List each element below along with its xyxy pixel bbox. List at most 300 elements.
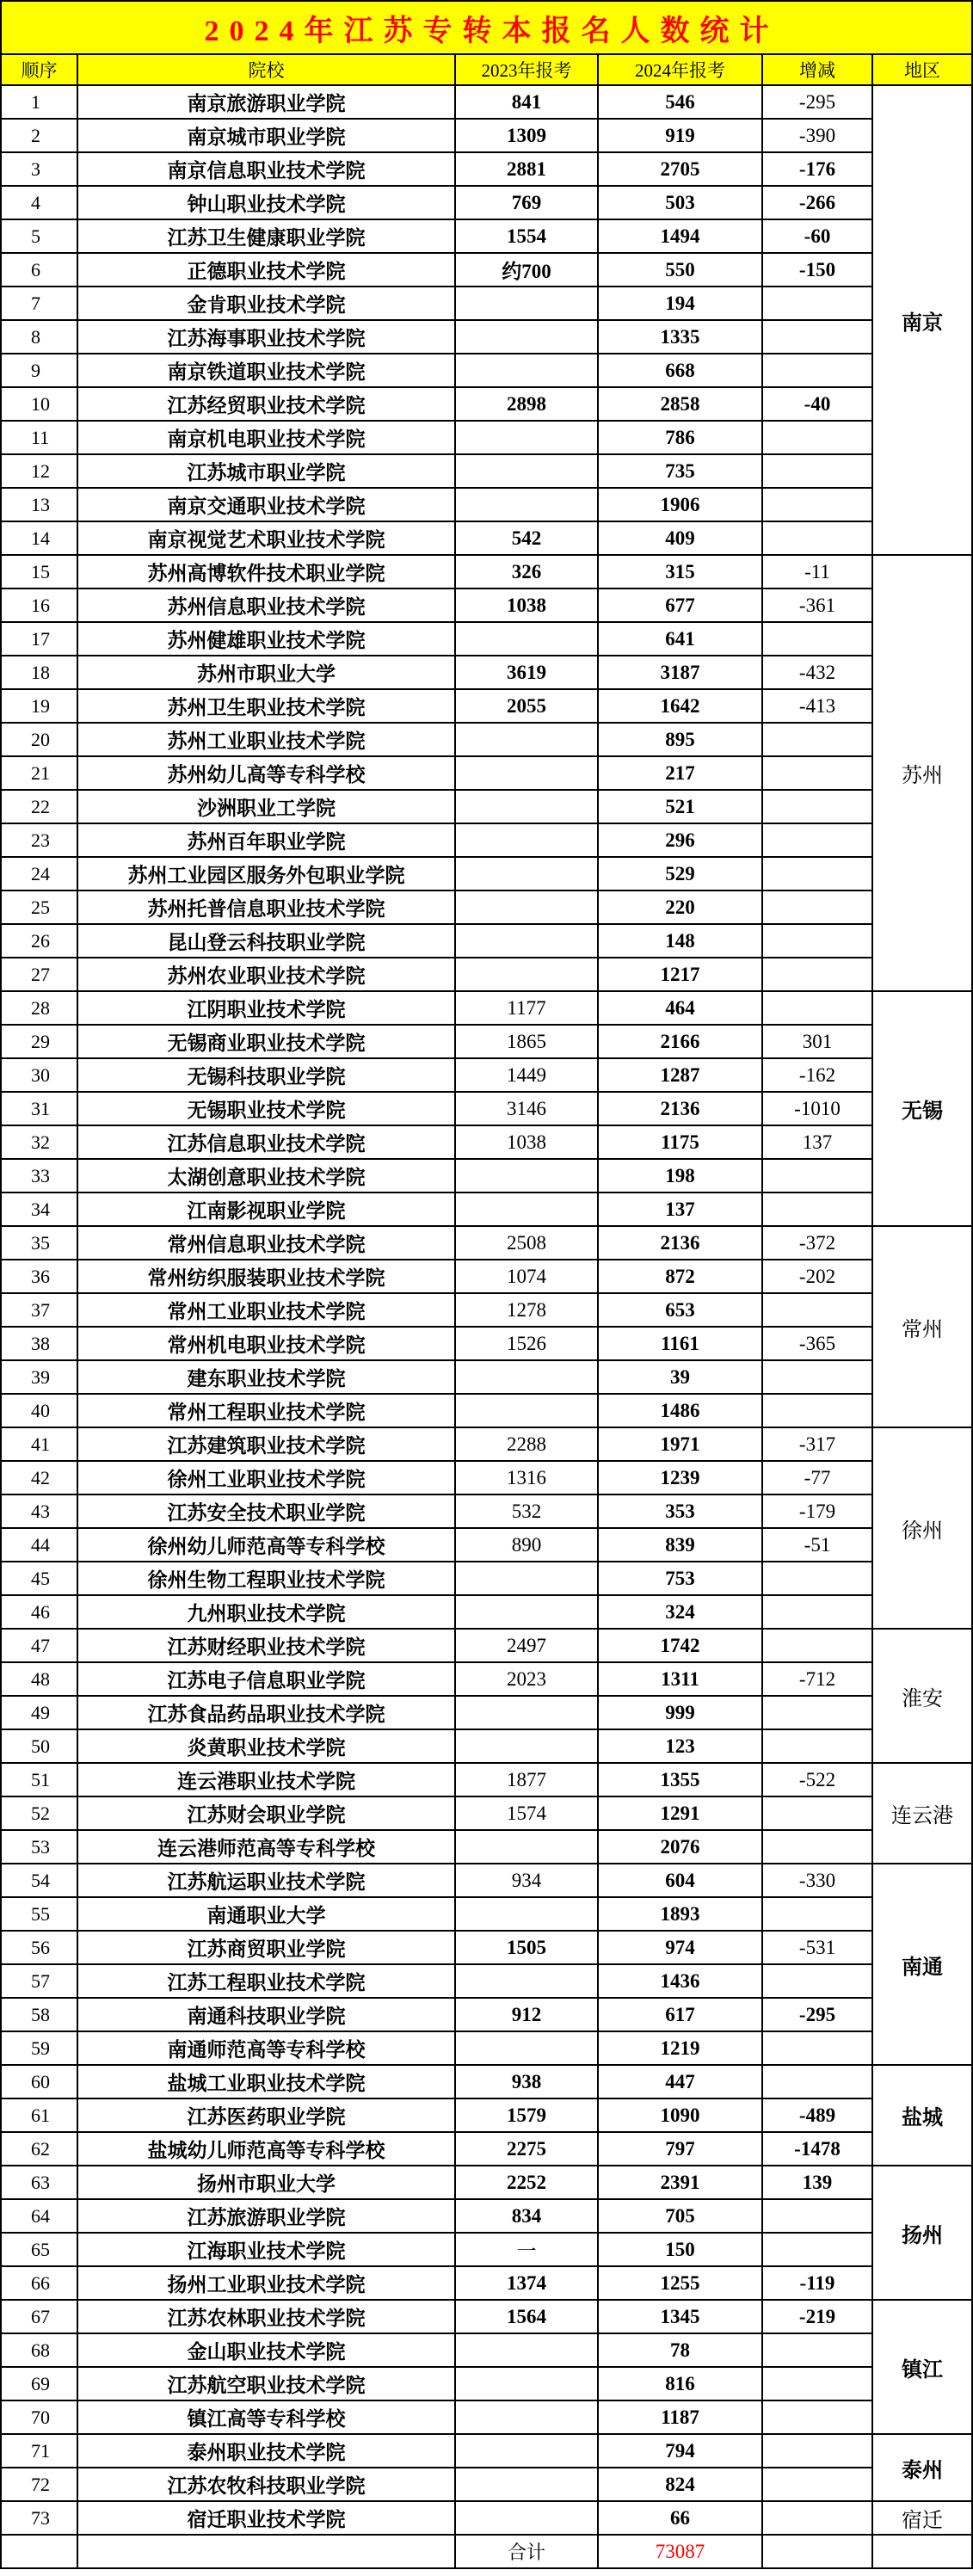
applicants-2023: 1074 — [456, 1260, 597, 1292]
applicants-2024: 1291 — [599, 1797, 761, 1829]
school-name: 江苏电子信息职业学院 — [78, 1663, 454, 1695]
school-name: 南通科技职业学院 — [78, 1999, 454, 2031]
school-name: 江苏旅游职业学院 — [78, 2200, 454, 2232]
empty-cell — [456, 1361, 597, 1393]
rank-number: 47 — [2, 1630, 77, 1661]
applicants-2024: 1335 — [599, 321, 761, 353]
region-name: 连云港 — [873, 1764, 971, 1863]
change-value: -489 — [763, 2099, 871, 2131]
applicants-2023: 2275 — [456, 2133, 597, 2165]
school-name: 江苏医药职业学院 — [78, 2099, 454, 2131]
empty-cell — [456, 824, 597, 856]
empty-cell — [763, 2468, 871, 2500]
applicants-2024: 529 — [599, 858, 761, 890]
applicants-2023: 1526 — [456, 1328, 597, 1359]
applicants-2023: 2252 — [456, 2166, 597, 2198]
rank-number: 15 — [2, 556, 77, 588]
applicants-2024: 78 — [599, 2334, 761, 2366]
change-value: -361 — [763, 589, 871, 621]
rank-number: 8 — [2, 321, 77, 353]
school-name: 沙洲职业工学院 — [78, 791, 454, 823]
rank-number: 4 — [2, 187, 77, 219]
school-name: 江苏工程职业技术学院 — [78, 1965, 454, 1997]
empty-cell — [763, 2334, 871, 2366]
applicants-2023: 1574 — [456, 1797, 597, 1829]
applicants-2024: 1486 — [599, 1395, 761, 1427]
applicants-2023: 532 — [456, 1495, 597, 1527]
empty-cell — [763, 1193, 871, 1225]
rank-number: 50 — [2, 1730, 77, 1762]
applicants-2023: 2898 — [456, 388, 597, 420]
applicants-2024: 2136 — [599, 1093, 761, 1125]
rank-number: 35 — [2, 1227, 77, 1259]
rank-number: 2 — [2, 120, 77, 151]
empty-cell — [763, 724, 871, 755]
rank-number: 24 — [2, 858, 77, 890]
applicants-2024: 148 — [599, 925, 761, 957]
applicants-2023: 1316 — [456, 1462, 597, 1494]
empty-cell — [456, 1697, 597, 1729]
applicants-2023: 3146 — [456, 1093, 597, 1125]
empty-cell — [456, 891, 597, 923]
empty-cell — [456, 1193, 597, 1225]
rank-number: 18 — [2, 656, 77, 688]
empty-cell — [763, 1898, 871, 1930]
empty-cell — [456, 1596, 597, 1628]
change-value: -317 — [763, 1428, 871, 1460]
applicants-2024: 2166 — [599, 1026, 761, 1057]
rank-number: 19 — [2, 690, 77, 722]
empty-cell — [763, 1730, 871, 1762]
empty-cell — [763, 1361, 871, 1393]
school-name: 扬州工业职业技术学院 — [78, 2267, 454, 2299]
school-name: 江苏财会职业学院 — [78, 1797, 454, 1829]
change-value: -150 — [763, 254, 871, 286]
empty-cell — [456, 489, 597, 521]
applicants-2024: 1642 — [599, 690, 761, 722]
applicants-2024: 1906 — [599, 489, 761, 521]
applicants-2023: 一 — [456, 2234, 597, 2265]
school-name: 江苏建筑职业技术学院 — [78, 1428, 454, 1460]
region-name: 淮安 — [873, 1630, 971, 1762]
rank-number: 52 — [2, 1797, 77, 1829]
applicants-2024: 2076 — [599, 1831, 761, 1863]
empty-cell — [456, 925, 597, 957]
school-name: 南京机电职业技术学院 — [78, 422, 454, 453]
empty-cell — [763, 321, 871, 353]
rank-number: 14 — [2, 522, 77, 554]
empty-cell — [763, 489, 871, 521]
school-name: 江南影视职业学院 — [78, 1193, 454, 1225]
rank-number: 59 — [2, 2032, 77, 2064]
applicants-2024: 824 — [599, 2468, 761, 2500]
applicants-2024: 797 — [599, 2133, 761, 2165]
school-name: 江苏农牧科技职业学院 — [78, 2468, 454, 2500]
change-value: -390 — [763, 120, 871, 151]
applicants-2024: 521 — [599, 791, 761, 823]
change-value: -330 — [763, 1864, 871, 1896]
school-name: 常州工业职业技术学院 — [78, 1294, 454, 1326]
applicants-2023: 542 — [456, 522, 597, 554]
school-name: 常州机电职业技术学院 — [78, 1328, 454, 1359]
rank-number: 40 — [2, 1395, 77, 1427]
empty-cell — [763, 824, 871, 856]
school-name: 江苏航运职业技术学院 — [78, 1864, 454, 1896]
school-name: 苏州健雄职业技术学院 — [78, 623, 454, 655]
applicants-2024: 150 — [599, 2234, 761, 2265]
change-value: -77 — [763, 1462, 871, 1494]
empty-cell — [456, 791, 597, 823]
empty-cell — [763, 1797, 871, 1829]
school-name: 苏州幼儿高等专科学校 — [78, 757, 454, 789]
applicants-2024: 641 — [599, 623, 761, 655]
school-name: 昆山登云科技职业学院 — [78, 925, 454, 957]
rank-number: 29 — [2, 1026, 77, 1057]
school-name: 宿迁职业技术学院 — [78, 2502, 454, 2534]
region-name: 盐城 — [873, 2066, 971, 2165]
rank-number: 67 — [2, 2301, 77, 2333]
rank-number: 12 — [2, 455, 77, 487]
rank-number: 41 — [2, 1428, 77, 1460]
rank-number: 51 — [2, 1764, 77, 1796]
empty-cell — [456, 2334, 597, 2366]
rank-number: 39 — [2, 1361, 77, 1393]
region-name: 徐州 — [873, 1428, 971, 1628]
applicants-2023: 2881 — [456, 153, 597, 185]
rank-number: 65 — [2, 2234, 77, 2265]
applicants-2024: 2391 — [599, 2166, 761, 2198]
school-name: 无锡科技职业学院 — [78, 1059, 454, 1091]
applicants-2023: 1038 — [456, 1126, 597, 1158]
region-name: 常州 — [873, 1227, 971, 1427]
change-value: -372 — [763, 1227, 871, 1259]
rank-number: 48 — [2, 1663, 77, 1695]
empty-cell — [2, 2536, 77, 2567]
school-name: 江苏安全技术职业学院 — [78, 1495, 454, 1527]
applicants-2024: 895 — [599, 724, 761, 755]
applicants-2023: 2497 — [456, 1630, 597, 1661]
rank-number: 25 — [2, 891, 77, 923]
region-name: 南京 — [873, 86, 971, 554]
applicants-2024: 1175 — [599, 1126, 761, 1158]
change-value: 301 — [763, 1026, 871, 1057]
school-name: 徐州工业职业技术学院 — [78, 1462, 454, 1494]
total-value: 73087 — [599, 2536, 761, 2567]
school-name: 江苏海事职业技术学院 — [78, 321, 454, 353]
empty-cell — [456, 858, 597, 890]
school-name: 南京信息职业技术学院 — [78, 153, 454, 185]
school-name: 南京视觉艺术职业技术学院 — [78, 522, 454, 554]
school-name: 盐城工业职业技术学院 — [78, 2066, 454, 2098]
applicants-2023: 1449 — [456, 1059, 597, 1091]
empty-cell — [763, 287, 871, 319]
header-school: 院校 — [78, 55, 454, 84]
empty-cell — [763, 1831, 871, 1863]
applicants-2024: 409 — [599, 522, 761, 554]
empty-cell — [763, 2368, 871, 2400]
rank-number: 72 — [2, 2468, 77, 2500]
applicants-2024: 1436 — [599, 1965, 761, 1997]
school-name: 泰州职业技术学院 — [78, 2435, 454, 2467]
applicants-2023: 1554 — [456, 220, 597, 252]
header-applicants-2023: 2023年报考 — [456, 55, 597, 84]
applicants-2024: 735 — [599, 455, 761, 487]
region-name: 苏州 — [873, 556, 971, 990]
applicants-2024: 753 — [599, 1562, 761, 1594]
school-name: 江苏农林职业技术学院 — [78, 2301, 454, 2333]
school-name: 江苏经贸职业技术学院 — [78, 388, 454, 420]
empty-cell — [456, 2468, 597, 2500]
applicants-2024: 296 — [599, 824, 761, 856]
rank-number: 69 — [2, 2368, 77, 2400]
change-value: 137 — [763, 1126, 871, 1158]
rank-number: 45 — [2, 1562, 77, 1594]
applicants-2024: 786 — [599, 422, 761, 453]
empty-cell — [763, 891, 871, 923]
empty-cell — [456, 321, 597, 353]
header-applicants-2024: 2024年报考 — [599, 55, 761, 84]
empty-cell — [763, 1294, 871, 1326]
applicants-2024: 872 — [599, 1260, 761, 1292]
rank-number: 34 — [2, 1193, 77, 1225]
empty-cell — [456, 2368, 597, 2400]
empty-cell — [763, 925, 871, 957]
applicants-2024: 1219 — [599, 2032, 761, 2064]
rank-number: 27 — [2, 958, 77, 990]
region-name: 镇江 — [873, 2301, 971, 2433]
rank-number: 32 — [2, 1126, 77, 1158]
applicants-2024: 1090 — [599, 2099, 761, 2131]
applicants-2024: 1161 — [599, 1328, 761, 1359]
school-name: 江海职业技术学院 — [78, 2234, 454, 2265]
school-name: 扬州市职业大学 — [78, 2166, 454, 2198]
change-value: -119 — [763, 2267, 871, 2299]
empty-cell — [763, 992, 871, 1024]
change-value: -295 — [763, 1999, 871, 2031]
school-name: 苏州市职业大学 — [78, 656, 454, 688]
change-value: -60 — [763, 220, 871, 252]
school-name: 苏州农业职业技术学院 — [78, 958, 454, 990]
applicants-2024: 617 — [599, 1999, 761, 2031]
empty-cell — [763, 1965, 871, 1997]
applicants-2024: 353 — [599, 1495, 761, 1527]
school-name: 苏州百年职业学院 — [78, 824, 454, 856]
school-name: 苏州信息职业技术学院 — [78, 589, 454, 621]
change-value: -432 — [763, 656, 871, 688]
change-value: -162 — [763, 1059, 871, 1091]
empty-cell — [456, 1395, 597, 1427]
school-name: 钟山职业技术学院 — [78, 187, 454, 219]
school-name: 江阴职业技术学院 — [78, 992, 454, 1024]
applicants-2023: 1505 — [456, 1932, 597, 1963]
empty-cell — [763, 2502, 871, 2534]
applicants-2023: 1877 — [456, 1764, 597, 1796]
applicants-2024: 839 — [599, 1529, 761, 1561]
rank-number: 16 — [2, 589, 77, 621]
rank-number: 11 — [2, 422, 77, 453]
rank-number: 56 — [2, 1932, 77, 1963]
empty-cell — [763, 1630, 871, 1661]
empty-cell — [763, 455, 871, 487]
applicants-2024: 1345 — [599, 2301, 761, 2333]
change-value: -1010 — [763, 1093, 871, 1125]
change-value: -202 — [763, 1260, 871, 1292]
applicants-2023: 890 — [456, 1529, 597, 1561]
applicants-2024: 1494 — [599, 220, 761, 252]
school-name: 江苏食品药品职业技术学院 — [78, 1697, 454, 1729]
applicants-2024: 1893 — [599, 1898, 761, 1930]
rank-number: 31 — [2, 1093, 77, 1125]
page-title: 2024年江苏专转本报名人数统计 — [2, 2, 971, 53]
school-name: 江苏城市职业学院 — [78, 455, 454, 487]
applicants-2023: 326 — [456, 556, 597, 588]
empty-cell — [456, 724, 597, 755]
applicants-2023: 1374 — [456, 2267, 597, 2299]
empty-cell — [456, 287, 597, 319]
rank-number: 21 — [2, 757, 77, 789]
rank-number: 10 — [2, 388, 77, 420]
applicants-2023: 938 — [456, 2066, 597, 2098]
empty-cell — [456, 1160, 597, 1192]
applicants-2023: 2508 — [456, 1227, 597, 1259]
rank-number: 23 — [2, 824, 77, 856]
empty-cell — [456, 1562, 597, 1594]
school-name: 徐州生物工程职业技术学院 — [78, 1562, 454, 1594]
school-name: 南京铁道职业技术学院 — [78, 354, 454, 386]
rank-number: 20 — [2, 724, 77, 755]
rank-number: 6 — [2, 254, 77, 286]
change-value: -179 — [763, 1495, 871, 1527]
rank-number: 22 — [2, 791, 77, 823]
change-value: -176 — [763, 153, 871, 185]
rank-number: 36 — [2, 1260, 77, 1292]
school-name: 无锡职业技术学院 — [78, 1093, 454, 1125]
applicants-2024: 3187 — [599, 656, 761, 688]
applicants-2024: 2136 — [599, 1227, 761, 1259]
rank-number: 70 — [2, 2401, 77, 2433]
empty-cell — [456, 2401, 597, 2433]
change-value: -295 — [763, 86, 871, 118]
empty-cell — [763, 858, 871, 890]
rank-number: 17 — [2, 623, 77, 655]
applicants-2024: 1239 — [599, 1462, 761, 1494]
school-name: 建东职业技术学院 — [78, 1361, 454, 1393]
applicants-2024: 503 — [599, 187, 761, 219]
applicants-2024: 123 — [599, 1730, 761, 1762]
rank-number: 63 — [2, 2166, 77, 2198]
school-name: 苏州高博软件技术职业学院 — [78, 556, 454, 588]
rank-number: 37 — [2, 1294, 77, 1326]
applicants-2023: 2288 — [456, 1428, 597, 1460]
empty-cell — [763, 791, 871, 823]
empty-cell — [456, 2032, 597, 2064]
change-value: -413 — [763, 690, 871, 722]
empty-cell — [456, 1730, 597, 1762]
empty-cell — [456, 354, 597, 386]
school-name: 常州信息职业技术学院 — [78, 1227, 454, 1259]
applicants-2024: 546 — [599, 86, 761, 118]
applicants-2024: 447 — [599, 2066, 761, 2098]
empty-cell — [763, 1562, 871, 1594]
school-name: 江苏财经职业技术学院 — [78, 1630, 454, 1661]
school-name: 常州纺织服装职业技术学院 — [78, 1260, 454, 1292]
applicants-2024: 794 — [599, 2435, 761, 2467]
school-name: 苏州卫生职业技术学院 — [78, 690, 454, 722]
empty-cell — [456, 455, 597, 487]
change-value: -219 — [763, 2301, 871, 2333]
applicants-2023: 1309 — [456, 120, 597, 151]
applicants-2024: 1355 — [599, 1764, 761, 1796]
region-name: 南通 — [873, 1864, 971, 2064]
rank-number: 30 — [2, 1059, 77, 1091]
applicants-2024: 464 — [599, 992, 761, 1024]
empty-cell — [763, 2234, 871, 2265]
change-value: -266 — [763, 187, 871, 219]
change-value: -365 — [763, 1328, 871, 1359]
rank-number: 68 — [2, 2334, 77, 2366]
empty-cell — [763, 2401, 871, 2433]
rank-number: 9 — [2, 354, 77, 386]
applicants-2023: 769 — [456, 187, 597, 219]
empty-cell — [763, 2435, 871, 2467]
applicants-2023: 1564 — [456, 2301, 597, 2333]
applicants-2024: 137 — [599, 1193, 761, 1225]
school-name: 太湖创意职业技术学院 — [78, 1160, 454, 1192]
applicants-2024: 2858 — [599, 388, 761, 420]
school-name: 镇江高等专科学校 — [78, 2401, 454, 2433]
applicants-2023: 841 — [456, 86, 597, 118]
header-region: 地区 — [873, 55, 971, 84]
applicants-2024: 974 — [599, 1932, 761, 1963]
change-value: -531 — [763, 1932, 871, 1963]
empty-cell — [873, 2536, 971, 2567]
applicants-2024: 550 — [599, 254, 761, 286]
school-name: 正德职业技术学院 — [78, 254, 454, 286]
rank-number: 42 — [2, 1462, 77, 1494]
applicants-2024: 668 — [599, 354, 761, 386]
applicants-2024: 66 — [599, 2502, 761, 2534]
school-name: 无锡商业职业技术学院 — [78, 1026, 454, 1057]
region-name: 泰州 — [873, 2435, 971, 2500]
applicants-2024: 1742 — [599, 1630, 761, 1661]
empty-cell — [763, 522, 871, 554]
rank-number: 3 — [2, 153, 77, 185]
school-name: 南通师范高等专科学校 — [78, 2032, 454, 2064]
rank-number: 43 — [2, 1495, 77, 1527]
applicants-2024: 1255 — [599, 2267, 761, 2299]
school-name: 江苏信息职业技术学院 — [78, 1126, 454, 1158]
rank-number: 46 — [2, 1596, 77, 1628]
empty-cell — [763, 757, 871, 789]
empty-cell — [456, 422, 597, 453]
school-name: 江苏卫生健康职业学院 — [78, 220, 454, 252]
school-name: 南通职业大学 — [78, 1898, 454, 1930]
header-change: 增减 — [763, 55, 871, 84]
school-name: 炎黄职业技术学院 — [78, 1730, 454, 1762]
applicants-2023: 1865 — [456, 1026, 597, 1057]
applicants-2024: 705 — [599, 2200, 761, 2232]
empty-cell — [763, 2536, 871, 2567]
total-label: 合计 — [456, 2536, 597, 2567]
change-value: -11 — [763, 556, 871, 588]
empty-cell — [456, 2502, 597, 2534]
applicants-2024: 220 — [599, 891, 761, 923]
school-name: 南京交通职业技术学院 — [78, 489, 454, 521]
applicants-2024: 1311 — [599, 1663, 761, 1695]
empty-cell — [456, 2435, 597, 2467]
school-name: 徐州幼儿师范高等专科学校 — [78, 1529, 454, 1561]
rank-number: 71 — [2, 2435, 77, 2467]
